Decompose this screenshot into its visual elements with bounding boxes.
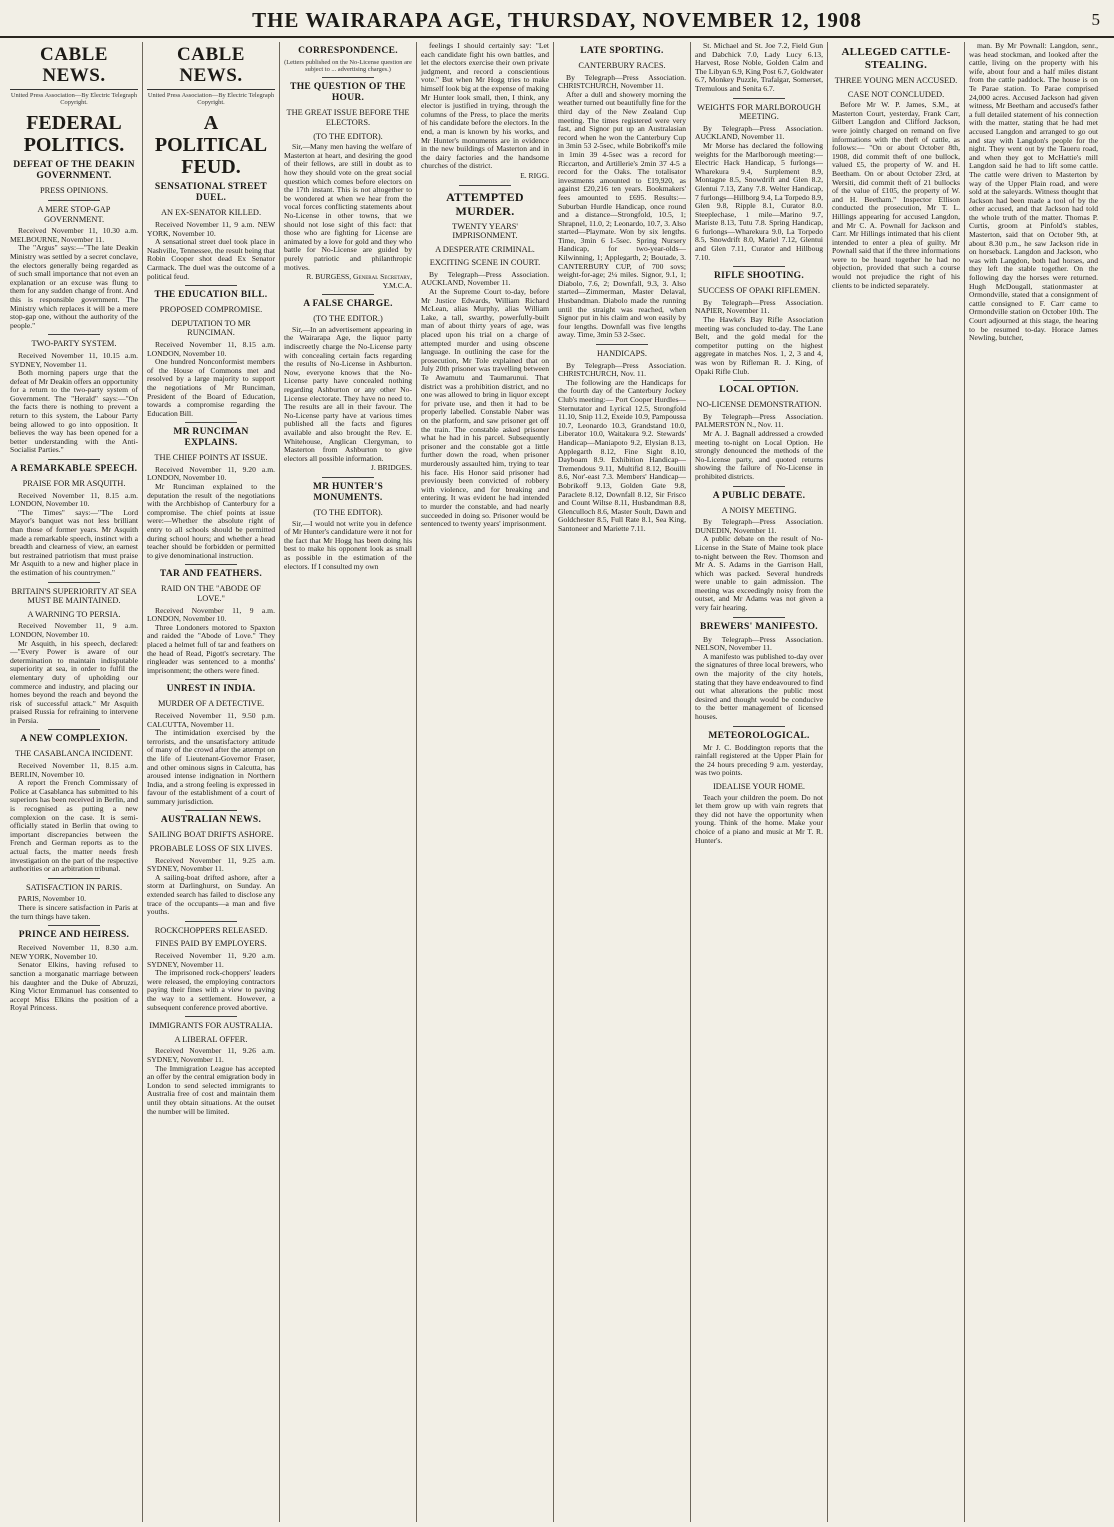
divider <box>48 334 99 335</box>
divider <box>322 294 373 295</box>
britain-dateline: Received November 11, 9 a.m. LONDON, November 10. <box>10 621 138 639</box>
corr-note: (Letters published on the No-License question are subject to ... advertising charges.) <box>284 59 412 74</box>
local-title: LOCAL OPTION. <box>719 385 799 396</box>
immig-title: IMMIGRANTS FOR AUSTRALIA. <box>149 1021 273 1031</box>
federal-body: The "Argus" says:—"The late Deakin Ministry was settled by a secret conclave, the electors generally being regarded as of such small importance that not even an explanation or an excuse was flung to them for any sudden change of front. And this is responsible government. The Ministry which replaces it will be a mere stop-gap one, without the authority of the people." <box>10 243 138 330</box>
cable-news-header: CABLE NEWS. <box>10 44 138 90</box>
feud-dateline: Received November 11, 9 a.m. NEW YORK, November 10. <box>147 220 275 238</box>
divider <box>733 266 784 267</box>
column-5 <box>554 42 691 1522</box>
divider <box>48 200 99 201</box>
handicaps-body: The following are the Handicaps for the fourth day of the Canterbury Jockey Club's meeting:— Port Cooper Hurdles—Sternutator and Lyrical 12.5, Strongfold 11.10, Snip 11.2, Exeide 10.9, Pampoussa 10.7, Leonardo 10.3, Grandstand 10.0, Liberator 10.0, Waitakura 9.2. Stewards' Handicap—Maniapoto 9.2, Elysian 8.13, Applegarth 8.12, Fine Sight 8.10, Dayboam 8.9. Exhibition Handicap—Tremendous 9.11, Multifid 8.12, Bouilli 8.6, Nor'-east 7.3. Members' Handicap—Bobrikoff 9.13, Golden Gate 9.8, Paraclete 8.12, Downfall 8.12, Sir Frisco and Count Wiltse 8.11, Husbandman 8.8, Glenculloch 8.6, Master Soult, Dawn and Goldchester 8.5, Full Rate 8.1, Sea King, Santoneer and Mariette 7.11. <box>558 377 686 533</box>
boat-sub: PROBABLE LOSS OF SIX LIVES. <box>149 844 273 854</box>
runciman-body: Mr Runciman explained to the deputation the result of the negotiations with the Archbishop of Canterbury for a compromise. The chief points at issue were:—Whether the absolute right of entry to all schools should be permitted during school hours; and whether a head teacher should be forbidden or permitted to give denominational instruction. <box>147 482 275 560</box>
divider <box>48 582 99 583</box>
column-8 <box>965 42 1102 1522</box>
column-4 <box>417 42 554 1522</box>
divider <box>185 1016 236 1017</box>
immig-body: The Immigration League has accepted an offer by the central emigration body in London to send selected immigrants to Australia free of cost and maintain them until they obtain situations. At the outset the number will be limited. <box>147 1063 275 1116</box>
britain-sub: A WARNING TO PERSIA. <box>27 609 121 619</box>
prince-body: Senator Elkins, having refused to sanction a morganatic marriage between his daughter and the Duke of Abruzzi, King Victor Emmanuel has consented to accept Miss Elkins the position of a Royal Princess. <box>10 960 138 1013</box>
rock-body: The imprisoned rock-choppers' leaders were released, the employing contractors paying their fines with a view to paving the way to a settlement. However, a subsequent conference proved abortive. <box>147 968 275 1012</box>
complexion-dateline: Received November 11, 8.15 a.m. BERLIN, November 10. <box>10 761 138 779</box>
sport-dateline: By Telegraph—Press Association. CHRISTCHURCH, November 11. <box>558 72 686 91</box>
false-title: A FALSE CHARGE. <box>303 299 393 310</box>
divider <box>459 185 510 186</box>
feud-title: A POLITICAL FEUD. <box>154 112 268 179</box>
column-2 <box>143 42 280 1522</box>
immig-sub: A LIBERAL OFFER. <box>174 1034 248 1044</box>
stealing-body: Before Mr W. P. James, S.M., at Masterton Court, yesterday, Frank Carr, Gilbert Langdon and Clifford Jackson, were jointly charged on remand on five informations with the theft of cattle, as follows:— "On or about October 8th, 1908, did commit theft of one bullock, valued £5, the property of W. and H. Beetham. On or about October 23rd, at Wersiti, did commit theft of 21 bullocks of the value of £105, the property of W. and H. Beetham." Inspector Ellison conducted the prosecution, Mr T. L. Hillings appearing for accused Langdon, and Mr C. A. Pownall for Jackson and Carr. Mr Hillings intimated that his client intended to enter a plea of guilty. Mr Pownall said that if the three informations were to be heard together he had no objection, provided that such a course would not prejudice the right of his clients to be indicted separately. <box>832 100 960 290</box>
rock-dateline: Received November 11, 9.20 a.m. SYDNEY, November 11. <box>147 951 275 969</box>
page-number: 5 <box>1091 10 1100 29</box>
handicaps-title: HANDICAPS. <box>596 349 648 358</box>
prince-title: PRINCE AND HEIRESS. <box>18 930 130 941</box>
sport-title: LATE SPORTING. <box>580 46 664 56</box>
false-signature: J. BRIDGES. <box>370 463 412 473</box>
local-dateline: By Telegraph—Press Association. PALMERSTON N., Nov. 11. <box>695 411 823 430</box>
rifle-title: RIFLE SHOOTING. <box>713 271 805 282</box>
divider <box>48 459 99 460</box>
aus-title: AUSTRALIAN NEWS. <box>160 815 262 826</box>
marlb-dateline: By Telegraph—Press Association. AUCKLAND, November 11. <box>695 123 823 142</box>
cable-news-header: CABLE NEWS. <box>147 44 275 90</box>
rock-sub: FINES PAID BY EMPLOYERS. <box>155 939 267 949</box>
masthead <box>0 0 1114 38</box>
divider <box>48 729 99 730</box>
runciman-sub: THE CHIEF POINTS AT ISSUE. <box>154 453 268 463</box>
federal-sub2: PRESS OPINIONS. <box>40 186 108 196</box>
list-continued: St. Michael and St. Joe 7.2, Field Gun and Dabchick 7.0, Lady Lucy 6.13, Harvest, Rose Noble, Golden Calm and The Libyan 6.9, King Post 6.7, Goldwater 6.7, Monkey Puzzle, Trafalgar, Somerset, Tremulous and Senita 6.7. <box>695 42 823 93</box>
rock-title: ROCKCHOPPERS RELEASED. <box>154 925 268 935</box>
murder-sub3: EXCITING SCENE IN COURT. <box>429 258 541 268</box>
murder-sub2: A DESPERATE CRIMINAL. <box>435 244 535 254</box>
divider <box>733 726 784 727</box>
debate-sub: A NOISY MEETING. <box>721 505 797 515</box>
boat-body: A sailing-boat drifted ashore, after a storm at Darlinghurst, on Sunday. An extended search has failed to disclose any trace of the occupants—a man and five youths. <box>147 872 275 917</box>
satisfaction-body: There is sincere satisfaction in Paris at the turn things have taken. <box>10 902 138 921</box>
divider <box>185 422 236 423</box>
stealing-sub1: THREE YOUNG MEN ACCUSED. <box>834 76 958 85</box>
hour-signature: R. BURGESS, General Secretary, Y.M.C.A. <box>306 272 412 290</box>
murder-body: At the Supreme Court to-day, before Mr Justice Edwards, William Richard McLean, alias Murphy, alias William Lake, a tall, swarthy, powerfully-built man of about thirty years of age, was placed upon his trial on a charge of attempted murder and using obscene language. In outlining the case for the prosecution, Mr Tole explained that on July 20th prisoner was travelling between Te Awamutu and Taumarunui. That district was a prohibition district, and no one was allowed to bring in liquor except for private use, and then it had to be properly labelled. Constable Naber was on the platform, and saw prisoner get off the train. The constable asked prisoner what he had in his parcel. Subsequently prisoner and the constable got a little further down the road, when prisoner murderously assaulted him, trying to tear his face. His Honor said prisoner had previously been convicted of robbery with violence, and for breaking and entering. It was evident he had intended to murder the constable, and had nearly succeeded in doing so. Prisoner would be sentenced to twenty years' imprisonment. <box>421 287 549 529</box>
britain-body: Mr Asquith, in his speech, declared:—"Every Power is aware of our determination to maintain indisputable superiority at sea, in order to fulfil the elementary duty of upholding our commerce and industry, and placing our homes beyond the reach and beyond the risk of successful attack." Mr Asquith praised Russia for refraining to intervene in Persia. <box>10 638 138 725</box>
meteo-title: METEOROLOGICAL. <box>708 730 810 741</box>
meteo-body: Mr J. C. Boddington reports that the rainfall registered at the Upper Plain for the 24 hours preceding 9 a.m. yesterday, was two points. <box>695 742 823 778</box>
boat-dateline: Received November 11, 9.25 a.m. SYDNEY, November 11. <box>147 855 275 874</box>
cable-note: United Press Association—By Electric Telegraph Copyright. <box>147 92 275 107</box>
sport-sub: CANTERBURY RACES. <box>578 61 666 70</box>
murder-title: ATTEMPTED MURDER. <box>446 189 524 218</box>
federal-title: FEDERAL POLITICS. <box>23 112 125 157</box>
divider <box>48 925 99 926</box>
divider <box>322 477 373 478</box>
cable-note: United Press Association—By Electric Telegraph Copyright. <box>10 92 138 107</box>
rifle-body: The Hawke's Bay Rifle Association meeting was concluded to-day. The Lane Belt, and the gold medal for the competitor putting on the highest aggregate in matches Nos. 1, 2, 3 and 4, was won by Rifleman R. J. King, of Opaki Rifle Club. <box>695 315 823 376</box>
monuments-to-editor: (TO THE EDITOR). <box>313 507 383 517</box>
divider <box>185 285 236 286</box>
hour-title: THE QUESTION OF THE HOUR. <box>290 82 406 104</box>
corr-title: CORRESPONDENCE. <box>298 46 398 56</box>
twoparty-body: Both morning papers urge that the defeat of Mr Deakin offers an opportunity for a return to the two-party system of Government. The "Herald" says:—"On the facts there is nothing to prevent a return to this system, the Labour Party being allowed to go into opposition. It believes the way has been opened for a better understanding with the Anti-Socialist Parties." <box>10 368 138 455</box>
boat-title: SAILING BOAT DRIFTS ASHORE. <box>148 830 274 840</box>
murder-dateline: By Telegraph—Press Association. AUCKLAND, November 11. <box>421 269 549 288</box>
brewers-title: BREWERS' MANIFESTO. <box>700 621 818 632</box>
column-7 <box>828 42 965 1522</box>
tar-dateline: Received November 11, 9 a.m. LONDON, November 10. <box>147 605 275 624</box>
stealing-title: ALLEGED CATTLE-STEALING. <box>841 46 951 71</box>
feud-sub2: AN EX-SENATOR KILLED. <box>160 208 262 218</box>
monuments-body: Sir,—I would not write you in defence of Mr Hunter's candidature were it not for the fact that Mr Hogg has been doing his best to make his opponent look as small as possible in the estimation of the electors. If I consulted my own <box>284 518 412 571</box>
india-title: UNREST IN INDIA. <box>166 684 256 695</box>
column-1 <box>6 42 143 1522</box>
monuments-signature: E. RIGG. <box>520 170 549 180</box>
monuments-title: MR HUNTER'S MONUMENTS. <box>312 481 384 503</box>
local-body: Mr A. J. Bagnall addressed a crowded meeting to-night on Local Option. He strongly denounced the methods of the No-License party, and quoted returns showing the failure of No-License in prohibited districts. <box>695 428 823 481</box>
column-3 <box>280 42 417 1522</box>
home-body: Teach your children the poem. Do not let them grow up with vain regrets that they did not have the opportunity when young. Think of the home. Make your choice of a piano and music at Mr T. R. Hunter's. <box>695 792 823 845</box>
education-sub2: DEPUTATION TO MR RUNCIMAN. <box>171 318 251 338</box>
asquith-sub: PRAISE FOR MR ASQUITH. <box>22 479 126 489</box>
debate-dateline: By Telegraph—Press Association. DUNEDIN, November 11. <box>695 517 823 535</box>
asquith-dateline: Received November 11, 8.15 a.m. LONDON, November 10. <box>10 490 138 509</box>
monuments-continued: feelings I should certainly say: "Let each candidate fight his own battles, and let the electors exercise their own private judgment, and record a conscientious vote." But when Mr Hogg tries to make himself look big at the expense of making Mr Hunter look small, then, I think, any elector is justified in trying, through the columns of the Press, to place the merits of his candidate before the electors. In the end, a man is known by his works, and Mr Hunter's monuments are in evidence in the new buildings of Masterton and in the dairy factories and the handsome churches of the district. <box>421 42 549 171</box>
divider <box>322 77 373 78</box>
india-sub: MURDER OF A DETECTIVE. <box>157 699 265 709</box>
federal-sub3: A MERE STOP-GAP GOVERNMENT. <box>37 205 111 224</box>
divider <box>185 921 236 922</box>
stealing-sub2: CASE NOT CONCLUDED. <box>847 89 945 99</box>
asquith-title: A REMARKABLE SPEECH. <box>10 464 138 475</box>
hour-sub: THE GREAT ISSUE BEFORE THE ELECTORS. <box>286 108 410 127</box>
to-editor: (TO THE EDITOR). <box>313 131 383 141</box>
divider <box>596 344 647 345</box>
marlb-body: Mr Morse has declared the following weights for the Marlborough meeting:— Electric Hack Handicap, 5 furlongs—Wharekura 9.4, Surplement 8.9, Montagne 8.5, Snowdrift and Glen 8.2, Glentui 7.13, Zany 7.8. Welter Handicap, 7 furlongs—Hillborg 9.4, La Torpedo 8.9, Glen 9.8, Ripple 8.1, Curator 8.0. Steeplechase, 1 mile—Marino 9.7, Mariste 8.13, Tutu 7.8. Spring Handicap, 6 furlongs—Wharekura 9.0, La Torpedo 8.5, Snowdrift 8.0, Mariel 7.12, Glentui and Glen 7.11, Curator and Hillboug 7.10. <box>695 140 823 262</box>
local-sub: NO-LICENSE DEMONSTRATION. <box>696 400 822 410</box>
sport-body: After a dull and showery morning the weather turned out beautifully fine for the third day of the New Zealand Cup meeting. The times registered were very fast, and Signor put up an Australasian record when he won the Canterbury Cup in 3min 53 2-5sec, while Bobrikoff's mile in 1min 39 4-5sec was a record for Riccarton, and Artillerie's 2min 37 4-5 a record for the Oaks. The totalisator investments amounted to £19,920, as against £20,216 ten years. Bookmakers' fees amounted to £695. Results:— Suburban Hurdle Handicap, once round and a distance—Strongfold, 10.5, 1; Shrapnel, 11.0, 2; Leonardo, 10.7, 3. Also started—Playmate. Won by six lengths. Time, 3min 6 1-5sec. Spring Nursery Handicap, for two-year-olds—Kilwinning, 1; Applegarth, 2; Boutade, 3. CANTERBURY CUP, of 700 sovs; weight-for-age; 2¼ miles. Signor, 9.1, 1; Diabolo, 7.6, 2; Downfall, 9.3, 3. Also started—Zimmerman, Master Delaval, Husbandman. Diabolo made the running until the straight was reached, when Signor put in his claim and won easily by four lengths. Downfall was five lengths away. Time, 3min 53 2-5sec. <box>558 89 686 340</box>
asquith-body: "The Times" says:—"The Lord Mayor's banquet was not less brilliant than those of former years. Mr Asquith made a remarkable speech, instinct with a breadth and clearness of view, an earnest but restrained patriotism that must praise Mr Asquith to a new and higher place in the estimation of his countrymen." <box>10 507 138 577</box>
twoparty-dateline: Received November 11, 10.15 a.m. SYDNEY, November 11. <box>10 350 138 369</box>
britain-title: BRITAIN'S SUPERIORITY AT SEA MUST BE MAINTAINED. <box>11 586 137 606</box>
education-sub1: PROPOSED COMPROMISE. <box>159 305 263 315</box>
marlb-title: WEIGHTS FOR MARLBOROUGH MEETING. <box>697 102 821 122</box>
rifle-sub: SUCCESS OF OPAKI RIFLEMEN. <box>697 286 821 296</box>
debate-body: A public debate on the result of No-License in the State of Maine took place to-night between the Rev. Thomson and Mr A. S. Adams in the Garrison Hall, which was packed. Several hundreds were unable to gain admission. The meeting was exceedingly noisy from the outset, and Mr Adams was not given a very fair hearing. <box>695 534 823 613</box>
runciman-dateline: Received November 11, 9.20 a.m. LONDON, November 10. <box>147 464 275 483</box>
handicaps-dateline: By Telegraph—Press Association. CHRISTCHURCH, Nov. 11. <box>558 360 686 379</box>
satisfaction-title: SATISFACTION IN PARIS. <box>25 882 123 892</box>
complexion-body: A report the French Commissary of Police at Casablanca has submitted to his superiors has been received in Berlin, and is recognised as putting a new complexion on the case. It is semi-officially stated in Berlin that owing to important discrepancies between the French and German reports as to the actual facts, the matter needs fresh investigation on the part of the respective authorities or an arbitration tribunal. <box>10 778 138 874</box>
education-body: One hundred Nonconformist members of the House of Commons met and resolved by a large majority to support the negotiations of Mr Runciman, President of the Board of Education, towards a compromise regarding the Education Bill. <box>147 357 275 418</box>
masthead-title: THE WAIRARAPA AGE, THURSDAY, NOVEMBER 12, 1908 <box>252 8 862 32</box>
divider <box>733 486 784 487</box>
complexion-title: A NEW COMPLEXION. <box>20 734 128 745</box>
education-title: THE EDUCATION BILL. <box>154 290 268 301</box>
brewers-dateline: By Telegraph—Press Association. NELSON, November 11. <box>695 634 823 653</box>
tar-sub: RAID ON THE "ABODE OF LOVE." <box>160 584 262 603</box>
hour-body: Sir,—Many men having the welfare of Masterton at heart, and desiring the good of their fellows, are still in doubt as to how they should vote on the great social question which comes before electors on the 17th instant. This is not altogether to be wondered at when we hear from the vocal forces conflicting statements about No-License in other towns, that we should not lose sight of this fact: that those who are fighting for License are animated by a love for gold and they who battle for No-License are guided by purely patriotic and philanthropic motives. <box>284 142 412 272</box>
murder-sub1: TWENTY YEARS' IMPRISONMENT. <box>452 221 518 241</box>
federal-sub1: DEFEAT OF THE DEAKIN GOVERNMENT. <box>13 160 135 182</box>
prince-dateline: Received November 11, 8.30 a.m. NEW YORK, November 10. <box>10 943 138 961</box>
debate-title: A PUBLIC DEBATE. <box>712 490 806 501</box>
satisfaction-dateline: PARIS, November 10. <box>18 894 87 904</box>
divider <box>733 617 784 618</box>
false-to-editor: (TO THE EDITOR.) <box>313 314 383 324</box>
rifle-dateline: By Telegraph—Press Association. NAPIER, November 11. <box>695 297 823 316</box>
runciman-title: MR RUNCIMAN EXPLAINS. <box>173 427 249 449</box>
divider <box>185 564 236 565</box>
brewers-body: A manifesto was published to-day over the signatures of three local brewers, who own the majority of the city hotels, stating that they have endeavoured to find out what alterations the public most desired and thought would be conducive to the better management of licensed houses. <box>695 651 823 721</box>
false-body: Sir,—In an advertisement appearing in the Wairarapa Age, the liquor party indiscreetly charge the No-License party with concealing certain facts regarding the results of No-License in Ashburton. Now, everyone knows that the No-License party have concealed nothing regarding Ashburton or any other No-License electorate. They have no need to. The results are all in their favour. The No-License party have at various times published all the facts and figures available and also brought the Rev. E. Whitehouse, Anglican Clergyman, to Masterton from Ashburton to give electors all possible information. <box>284 324 412 463</box>
columns <box>6 42 1108 1522</box>
federal-dateline: Received November 11, 10.30 a.m. MELBOURNE, November 11. <box>10 226 138 244</box>
divider <box>48 878 99 879</box>
tar-title: TAR AND FEATHERS. <box>159 569 263 580</box>
divider <box>185 679 236 680</box>
home-title: IDEALISE YOUR HOME. <box>712 781 806 791</box>
divider <box>733 380 784 381</box>
divider <box>733 98 784 99</box>
feud-sub1: SENSATIONAL STREET DUEL. <box>154 182 268 204</box>
column-6 <box>691 42 828 1522</box>
stealing-continued: man. By Mr Pownall: Langdon, senr., was head stockman, and looked after the cattle, living on the property with his wife, about four and a half miles distant from the cattle paddock. The house is on Te Parae station. To Parae comprised 24,000 acres. Accused Jackson had given witness, Mr Beetham and accused's father a full detailed statement of his connection with the matter, stating that he had met accused Langdon and arranged to go out and stay with Langdon's people for the night. They went out by the Taueru road, and when they got to McHattie's mill Langdon said he had to lift some cattle. The cattle were driven to Masterton by way of the Upper Plain road, and were sold at the saleyards. Witness thought that Jackson had been made a tool of by the other accused, and that Jackson had told the whole truth of the matter. Thomas P. Curtis, groom at Pinfold's stables, Masterton, said that on October 9th, at about 8.30 p.m., he saw Jackson ride in on horseback. Langdon and Jackson, who was with Langdon, both had horses, and they left the stable together. On the following day the horses were returned. Hugh McDougall, stationmaster at Ormondville, stated that a consignment of cattle consigned to F. Carr came to Ormondville station on October 10th. The Court adjourned at this stage, the hearing to be resumed to-day. Horace James Newling, butcher, <box>969 42 1098 343</box>
divider <box>185 810 236 811</box>
feud-body: A sensational street duel took place in Nashville, Tennessee, the result being that Robin Cooper shot dead Ex Senator Carmack. The duel was the outcome of a political feud. <box>147 237 275 281</box>
complexion-sub: THE CASABLANCA INCIDENT. <box>15 749 133 759</box>
india-dateline: Received November 11, 9.50 p.m. CALCUTTA, November 11. <box>147 710 275 729</box>
immig-dateline: Received November 11, 9.26 a.m. SYDNEY, November 11. <box>147 1046 275 1064</box>
india-body: The intimidation exercised by the terrorists, and the unsatisfactory attitude of many of the crowd after the attempt on the life of Lieutenant-Governor Fraser, and other ominous signs in Calcutta, has aroused intense indignation in Northern India, and a strong feeling is expressed in favour of the establishment of a court of summary jurisdiction. <box>147 728 275 806</box>
education-dateline: Received November 11, 8.15 a.m. LONDON, November 10. <box>147 339 275 358</box>
tar-body: Three Londoners motored to Spaxton and raided the "Abode of Love." They placed a helmet full of tar and feathers on the head of Read, Pigott's secretary. The ringleader was sentenced to a months' imprisonment; the others were fined. <box>147 622 275 675</box>
twoparty-title: TWO-PARTY SYSTEM. <box>31 339 117 349</box>
